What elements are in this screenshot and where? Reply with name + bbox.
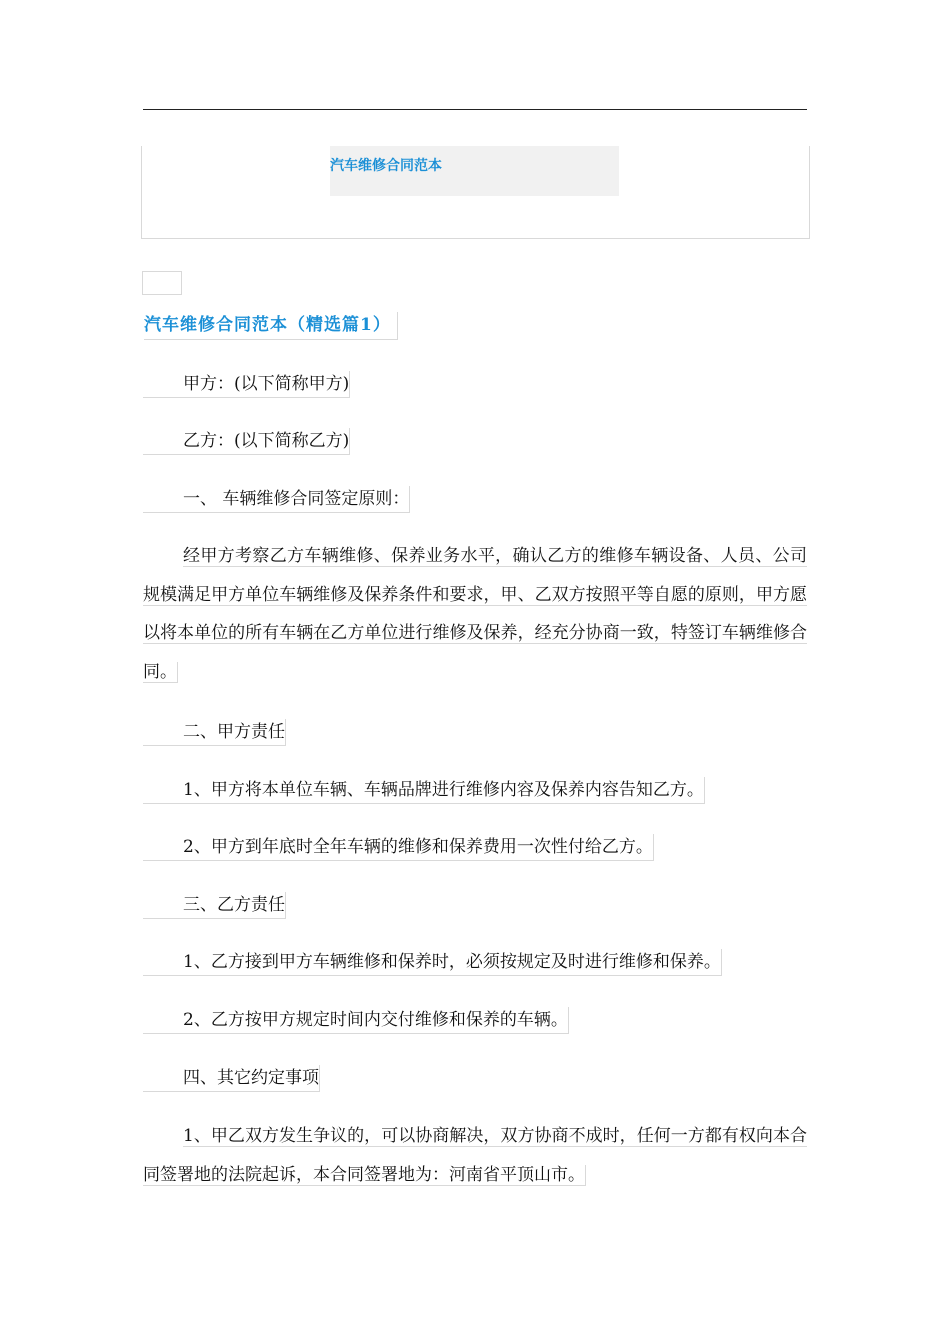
section3-item-2: 2、乙方按甲方规定时间内交付维修和保养的车辆。 — [143, 1007, 569, 1034]
party-a-line: 甲方：(以下简称甲方) — [143, 371, 350, 398]
section2-item-1: 1、甲方将本单位车辆、车辆品牌进行维修内容及保养内容告知乙方。 — [143, 777, 705, 804]
section3-item-1: 1、乙方接到甲方车辆维修和保养时，必须按规定及时进行维修和保养。 — [143, 949, 722, 976]
section4-heading: 四、其它约定事项 — [143, 1065, 320, 1092]
section2-heading: 二、甲方责任 — [143, 719, 286, 746]
party-b-line: 乙方：(以下简称乙方) — [143, 428, 350, 455]
header-title: 汽车维修合同范本 — [330, 146, 619, 196]
header-rule — [143, 109, 807, 110]
section3-heading: 三、乙方责任 — [143, 892, 286, 919]
blank-box — [142, 271, 182, 295]
section-title: 汽车维修合同范本（精选篇1） — [144, 312, 398, 340]
section4-paragraph — [143, 1117, 807, 1194]
section1-paragraph — [143, 537, 807, 691]
section2-item-2: 2、甲方到年底时全年车辆的维修和保养费用一次性付给乙方。 — [143, 834, 654, 861]
section4-text: 1、甲乙双方发生争议的，可以协商解决，双方协商不成时，任何一方都有权向本合同签署地的法院起诉，本合同签署地为：河南省平顶山市。 — [143, 1126, 807, 1185]
section1-heading: 一、 车辆维修合同签定原则： — [143, 486, 410, 513]
section1-text: 经甲方考察乙方车辆维修、保养业务水平，确认乙方的维修车辆设备、人员、公司规模满足甲方单位车辆维修及保养条件和要求，甲、乙双方按照平等自愿的原则，甲方愿以将本单位的所有车辆在乙方单位进行维修及保养，经充分协商一致，特签订车辆维修合同。 — [143, 546, 807, 682]
